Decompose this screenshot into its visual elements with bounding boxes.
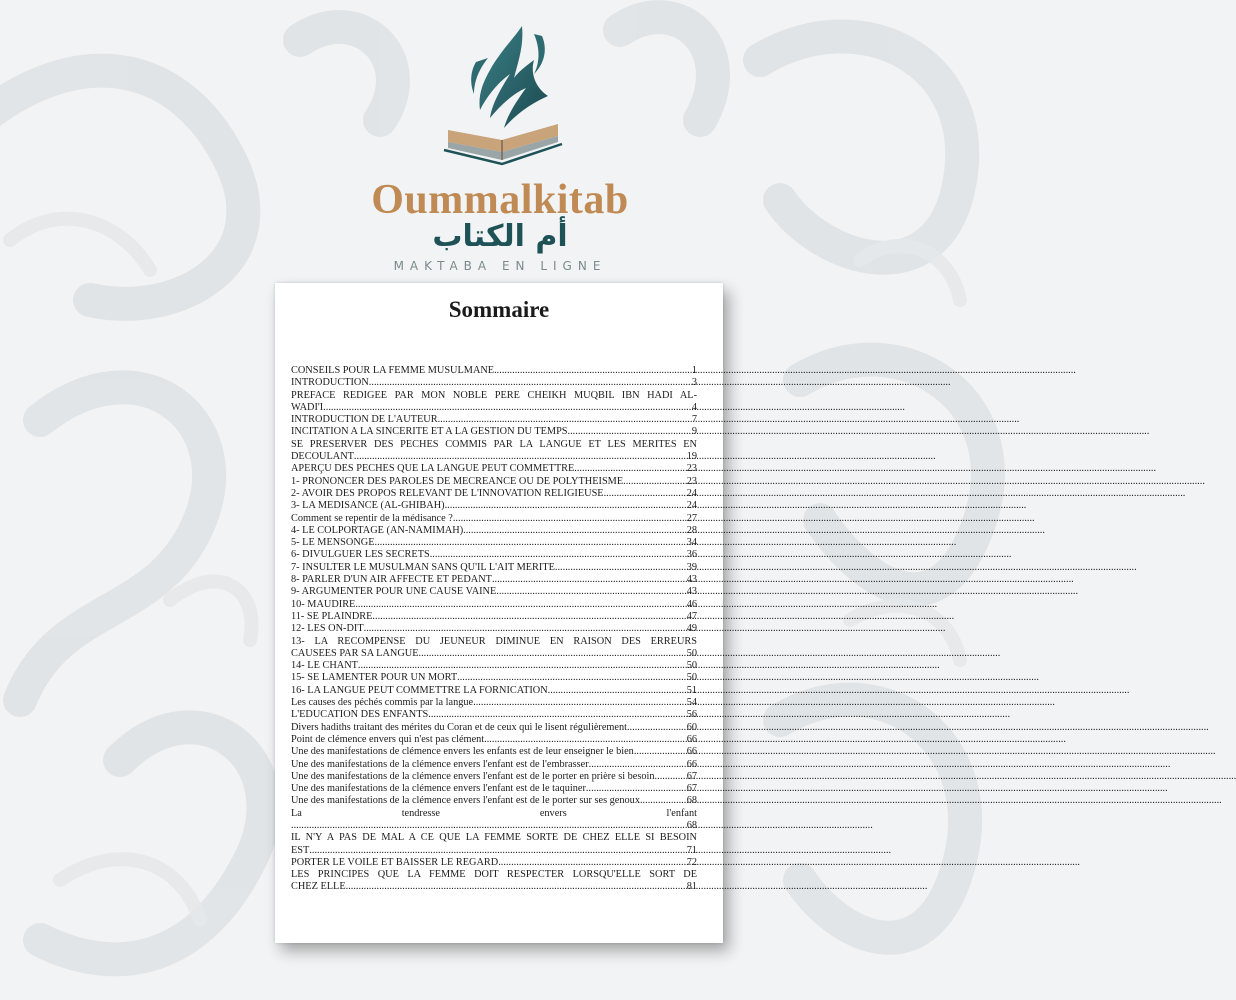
toc-entry-title: Une des manifestations de la clémence envers l'enfant est de le porter sur ses genoux	[291, 795, 640, 807]
toc-page-number: 67	[686, 783, 697, 795]
toc-dot-leader	[496, 586, 685, 598]
toc-entry	[291, 685, 697, 697]
toc-entry-line	[291, 722, 697, 734]
toc-entry-title-line: PREFACE REDIGEE PAR MON NOBLE PERE CHEIKH MUQBIL IBN HADI AL-	[291, 389, 697, 401]
toc-dot-leader	[291, 820, 686, 832]
toc-dot-leader	[364, 623, 686, 635]
toc-entry	[291, 746, 697, 758]
toc-dot-leader	[309, 845, 685, 857]
toc-page-number: 46	[686, 598, 697, 610]
toc-entry-title: 3- LA MEDISANCE (AL-GHIBAH)	[291, 500, 445, 512]
toc-entry-title: Une des manifestations de la clémence envers l'enfant est de l'embrasser	[291, 758, 589, 770]
toc-entry	[291, 586, 697, 598]
toc-entry-title: 14- LE CHANT	[291, 660, 358, 672]
toc-entry-line	[291, 586, 697, 598]
toc-entry-title-line: 13- LA RECOMPENSE DU JEUNEUR DIMINUE EN RAISON DES ERREURS	[291, 635, 697, 647]
toc-dot-leader	[358, 660, 686, 672]
toc-page-number: 3	[691, 377, 697, 389]
toc-entry-line	[291, 672, 697, 684]
toc-entry-title: 10- MAUDIRE	[291, 598, 356, 610]
toc-entry-line	[291, 759, 697, 771]
toc-entry-title: 1- PRONONCER DES PAROLES DE MECREANCE OU DE POLYTHEISME	[291, 475, 624, 487]
toc-entry	[291, 697, 697, 709]
toc-entry	[291, 722, 697, 734]
toc-entry	[291, 623, 697, 635]
toc-entry-title: CHEZ ELLE	[291, 881, 346, 893]
toc-dot-leader	[473, 697, 686, 709]
toc-dot-leader	[604, 488, 686, 500]
toc-entry-title-line: SE PRESERVER DES PECHES COMMIS PAR LA LANGUE ET LES MERITES EN	[291, 438, 697, 450]
toc-entry-line	[291, 599, 697, 611]
toc-dot-leader	[494, 365, 691, 377]
toc-entry-line	[291, 623, 697, 635]
toc-entry-line	[291, 463, 697, 475]
toc-entry-title-line: La tendresse envers l'enfant	[291, 807, 697, 819]
toc-entry-line	[291, 525, 697, 537]
toc-entry	[291, 537, 697, 549]
toc-page-number: 34	[686, 537, 697, 549]
toc-entry-title: INTRODUCTION	[291, 377, 369, 389]
brand-arabic-name: أم الكتاب	[432, 219, 568, 254]
toc-page-number: 19	[686, 451, 697, 463]
toc-entry	[291, 525, 697, 537]
toc-dot-leader	[457, 672, 686, 684]
toc-page-number: 4	[691, 401, 697, 413]
toc-page-number: 1	[691, 365, 697, 376]
toc-entry-title: WADI'I	[291, 401, 324, 413]
toc-dot-leader	[568, 426, 691, 438]
toc-entry-title: PORTER LE VOILE ET BAISSER LE REGARD	[291, 856, 499, 868]
toc-entry-title: 5- LE MENSONGE	[291, 537, 375, 549]
toc-dot-leader	[574, 463, 685, 475]
toc-entry-line	[291, 881, 697, 893]
toc-entry	[291, 513, 697, 525]
toc-entry-line	[291, 574, 697, 586]
toc-dot-leader	[355, 599, 685, 611]
toc-dot-leader	[492, 574, 686, 586]
toc-page-number: 72	[686, 856, 697, 868]
toc-entry-title: CONSEILS POUR LA FEMME MUSULMANE	[291, 365, 495, 376]
toc-entry-title: Une des manifestations de clémence envers les enfants est de leur enseigner le bien	[291, 746, 634, 758]
toc-entry-title: CAUSEES PAR SA LANGUE	[291, 647, 419, 659]
toc-entry-title: Une des manifestations de la clémence envers l'enfant est de le taquiner	[291, 783, 586, 795]
toc-entry-line	[291, 426, 697, 438]
toc-entry	[291, 611, 697, 623]
toc-dot-leader	[555, 562, 686, 574]
toc-dot-leader	[372, 611, 685, 623]
toc-entry-title: EST	[291, 844, 310, 856]
toc-dot-leader	[346, 881, 686, 893]
toc-entry-line	[291, 660, 697, 672]
toc-page-number: 51	[686, 684, 697, 696]
toc-page-number: 50	[686, 672, 697, 684]
toc-page-number: 47	[686, 610, 697, 622]
toc-entry-line	[291, 611, 697, 623]
toc-dot-leader	[634, 746, 686, 758]
toc-page-number: 50	[686, 660, 697, 672]
toc-entry-line	[291, 709, 697, 721]
toc-entry-line	[291, 562, 697, 574]
toc-entry-title: Divers hadiths traitant des mérites du Coran et de ceux qui le lisent régulièrement	[291, 721, 627, 733]
toc-entry-title: Comment se repentir de la médisance ?	[291, 512, 453, 524]
toc-entry	[291, 660, 697, 672]
toc-dot-leader	[484, 734, 686, 746]
toc-entry	[291, 500, 697, 512]
toc-entry-title: Point de clémence envers qui n'est pas clément	[291, 733, 485, 745]
toc-entry-title: DECOULANT	[291, 451, 354, 463]
toc-dot-leader	[428, 709, 685, 721]
toc-entry	[291, 365, 697, 377]
toc-dot-leader	[419, 648, 686, 660]
toc-entry	[291, 426, 697, 438]
toc-page-number: 43	[686, 574, 697, 586]
toc-entry	[291, 869, 697, 894]
toc-entry	[291, 414, 697, 426]
toc-page-number: 28	[686, 524, 697, 536]
toc-entry	[291, 439, 697, 464]
brand-name: Oummalkitab	[371, 177, 629, 223]
toc-entry	[291, 562, 697, 574]
toc-dot-leader	[548, 685, 686, 697]
toc-entry-line	[291, 513, 697, 525]
toc-entry-title-line: IL N'Y A PAS DE MAL A CE QUE LA FEMME SORTE DE CHEZ ELLE SI BESOIN	[291, 832, 697, 844]
document-page	[275, 283, 723, 943]
toc-entry-title: 11- SE PLAINDRE	[291, 610, 373, 622]
toc-entry	[291, 488, 697, 500]
toc-entry	[291, 599, 697, 611]
toc-entry-title: Les causes des péchés commis par la langue	[291, 697, 474, 709]
toc-entry	[291, 390, 697, 415]
toc-dot-leader	[354, 451, 686, 463]
toc-entry-line	[291, 783, 697, 795]
toc-dot-leader	[627, 722, 686, 734]
toc-entry-line	[291, 549, 697, 561]
toc-page-number: 39	[686, 561, 697, 573]
toc-page-number: 56	[686, 709, 697, 721]
toc-dot-leader	[623, 476, 686, 488]
toc-page-number: 24	[686, 500, 697, 512]
toc-entry-title: 8- PARLER D'UN AIR AFFECTE ET PEDANT	[291, 574, 492, 586]
toc-entry-line	[291, 845, 697, 857]
toc-entry-line	[291, 500, 697, 512]
toc-dot-leader	[463, 525, 686, 537]
page-title: Sommaire	[448, 297, 550, 322]
toc-dot-leader	[323, 402, 691, 414]
toc-entry-line	[291, 734, 697, 746]
toc-page-number: 81	[686, 881, 697, 893]
toc-page-number: 66	[686, 733, 697, 745]
toc-entry	[291, 672, 697, 684]
toc-entry-title: 2- AVOIR DES PROPOS RELEVANT DE L'INNOVATION RELIGIEUSE	[291, 487, 604, 499]
toc-entry-line	[291, 795, 697, 807]
toc-entry-line	[291, 402, 697, 414]
toc-entry-line	[291, 377, 697, 389]
toc-dot-leader	[655, 771, 686, 783]
toc-entry-title: L'EDUCATION DES ENFANTS	[291, 709, 429, 721]
toc-entry-line	[291, 746, 697, 758]
toc-page-number: 9	[691, 426, 697, 438]
toc-dot-leader	[430, 549, 686, 561]
toc-entry	[291, 795, 697, 807]
toc-entry-line	[291, 365, 697, 377]
toc-page-number: 27	[686, 512, 697, 524]
toc-entry	[291, 377, 697, 389]
toc-entry	[291, 476, 697, 488]
toc-entry-line	[291, 488, 697, 500]
toc-entry-line	[291, 648, 697, 660]
toc-entry-title: INTRODUCTION DE L'AUTEUR	[291, 414, 438, 426]
toc-entry	[291, 463, 697, 475]
brand-tagline: MAKTABA EN LIGNE	[393, 259, 607, 273]
toc-entry-title: Une des manifestations de la clémence envers l'enfant est de le porter en prière si besoin	[291, 770, 655, 782]
toc-dot-leader	[586, 783, 686, 795]
toc-entry-line	[291, 451, 697, 463]
toc-entry	[291, 734, 697, 746]
toc-dot-leader	[498, 857, 685, 869]
toc-entry	[291, 549, 697, 561]
toc-dot-leader	[438, 414, 691, 426]
toc-entry-line	[291, 820, 697, 832]
toc-entry-line	[291, 857, 697, 869]
toc-page-number: 23	[686, 475, 697, 487]
toc-page-number: 50	[686, 647, 697, 659]
toc-page-number: 43	[686, 586, 697, 598]
toc-entry	[291, 857, 697, 869]
toc-entry-line	[291, 685, 697, 697]
toc-entry-title: 15- SE LAMENTER POUR UN MORT	[291, 672, 458, 684]
toc-dot-leader	[445, 500, 686, 512]
toc-entry	[291, 574, 697, 586]
toc-entry-title: APERÇU DES PECHES QUE LA LANGUE PEUT COMMETTRE	[291, 463, 575, 475]
toc-page-number: 7	[691, 414, 697, 426]
toc-entry-title: INCITATION A LA SINCERITE ET A LA GESTION DU TEMPS	[291, 426, 568, 438]
toc-entry-title: 7- INSULTER LE MUSULMAN SANS QU'IL L'AIT MERITE	[291, 561, 555, 573]
toc-page-number: 68	[686, 819, 697, 831]
toc-page-number: 68	[686, 795, 697, 807]
toc-entry	[291, 771, 697, 783]
toc-entry-line	[291, 414, 697, 426]
toc-page-number: 49	[686, 623, 697, 635]
toc-page-number: 60	[686, 721, 697, 733]
toc-entry-line	[291, 697, 697, 709]
toc-entry-title: 4- LE COLPORTAGE (AN-NAMIMAH)	[291, 524, 464, 536]
toc-entry-line	[291, 476, 697, 488]
table-of-contents	[291, 365, 697, 894]
toc-page-number: 54	[686, 697, 697, 709]
toc-page-number: 71	[686, 844, 697, 856]
toc-dot-leader	[369, 377, 691, 389]
toc-entry	[291, 808, 697, 833]
toc-page-number: 24	[686, 487, 697, 499]
toc-entry	[291, 636, 697, 661]
toc-dot-leader	[375, 537, 686, 549]
toc-entry-title: 12- LES ON-DIT	[291, 623, 364, 635]
toc-entry	[291, 709, 697, 721]
toc-page-number: 66	[686, 758, 697, 770]
toc-entry-title: 16- LA LANGUE PEUT COMMETTRE LA FORNICATION	[291, 684, 548, 696]
toc-page-number: 66	[686, 746, 697, 758]
toc-entry	[291, 783, 697, 795]
toc-entry-title: 6- DIVULGUER LES SECRETS	[291, 549, 430, 561]
toc-page-number: 23	[686, 463, 697, 475]
toc-entry-line	[291, 771, 697, 783]
toc-entry-line	[291, 537, 697, 549]
toc-page-number: 67	[686, 770, 697, 782]
toc-dot-leader	[453, 513, 686, 525]
toc-dot-leader	[640, 795, 686, 807]
toc-dot-leader	[589, 759, 686, 771]
toc-entry-title: 9- ARGUMENTER POUR UNE CAUSE VAINE	[291, 586, 497, 598]
toc-page-number: 36	[686, 549, 697, 561]
toc-entry-title-line: LES PRINCIPES QUE LA FEMME DOIT RESPECTER LORSQU'ELLE SORT DE	[291, 869, 697, 881]
quill-book-emblem-icon	[430, 18, 575, 178]
toc-entry	[291, 832, 697, 857]
toc-entry	[291, 759, 697, 771]
brand-logo	[0, 0, 1000, 280]
